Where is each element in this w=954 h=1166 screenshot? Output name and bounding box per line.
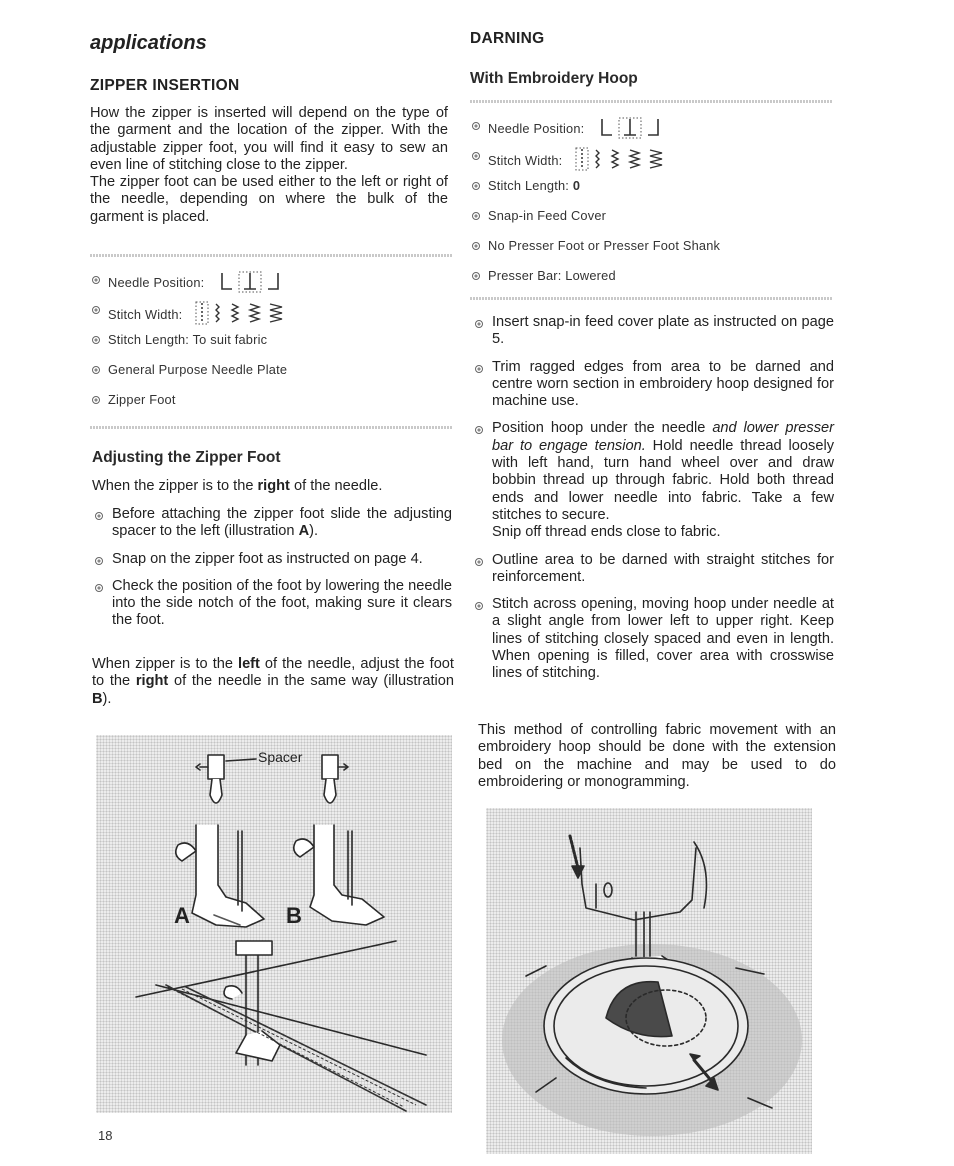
text-run: When zipper is to the xyxy=(92,656,239,672)
spec-label: Presser Bar: Lowered xyxy=(488,268,616,283)
bullet-icon xyxy=(92,336,100,344)
darning-step xyxy=(472,552,834,587)
bullet-icon xyxy=(472,272,480,280)
text-run: ). xyxy=(102,690,112,707)
bullet-icon xyxy=(95,557,103,565)
adjust-when-left xyxy=(92,656,454,708)
bullet-icon xyxy=(95,512,103,520)
spec-value: 0 xyxy=(572,178,581,193)
text-run: Stitch across opening, moving hoop under needle at a slight angle from lower left to upper right. Keep lines of stitching closely spaced and even in length. When opening is filled, cover area with crosswise lines of stitching. xyxy=(492,596,834,682)
text-run: Check the position of the foot by lowering the needle into the side notch of the foot, making sure it clears the foot. xyxy=(112,577,452,629)
spec-label: Needle Position: xyxy=(108,275,205,290)
bullet-icon xyxy=(95,584,103,592)
adjust-step xyxy=(92,578,452,630)
adjust-heading: Adjusting the Zipper Foot xyxy=(92,449,281,466)
bullet-icon xyxy=(472,182,480,190)
stitch-width-icon xyxy=(194,301,314,325)
spec-needle-position xyxy=(470,117,836,147)
bullet-icon xyxy=(472,152,480,160)
text-run-italic: and lower presser bar to engage tension. xyxy=(492,420,834,454)
embroidery-hoop-illustration xyxy=(486,808,812,1154)
zipper-intro-text-2: The zipper foot can be used either to the left or right of the needle, depending on where the bulk of the garment is placed. xyxy=(90,174,448,225)
illustration-label-a: A xyxy=(174,903,190,928)
page-number: 18 xyxy=(98,1128,113,1143)
text-run: Hold needle thread loosely with left hand, turn hand wheel over and draw bobbin thread up through fabric. Hold both thread ends and lower needle into fabric. Take a few stitches to secure. xyxy=(492,437,834,523)
darning-step xyxy=(472,359,834,411)
divider xyxy=(90,426,452,429)
darning-heading: DARNING xyxy=(470,30,545,47)
needle-position-icon xyxy=(596,117,676,139)
darning-spec-list xyxy=(470,117,836,297)
spec-label: Needle Position: xyxy=(488,121,585,136)
bullet-icon xyxy=(92,366,100,374)
zipper-foot-drawing xyxy=(96,735,452,1113)
darning-closing: This method of controlling fabric movement with an embroidery hoop should be done with the extension bed on the machine and may be used to do embroidering or monogramming. xyxy=(478,722,836,790)
darning-step xyxy=(472,596,834,682)
spec-stitch-width xyxy=(470,147,836,177)
text-run: Position hoop under the needle xyxy=(492,420,713,437)
text-run: When the zipper is to the xyxy=(92,478,258,494)
spec-feed-cover xyxy=(470,207,836,237)
bullet-icon xyxy=(475,365,483,373)
spec-label: General Purpose Needle Plate xyxy=(108,362,288,377)
bullet-icon xyxy=(92,276,100,284)
text-run: ). xyxy=(309,523,319,540)
text-run: of the needle in the same way (illustration xyxy=(168,673,454,690)
spacer-label: Spacer xyxy=(258,749,303,765)
text-run: Trim ragged edges from area to be darned and centre worn section in embroidery hoop designed for machine use. xyxy=(492,358,834,410)
spec-stitch-length xyxy=(470,177,836,207)
spec-label: Stitch Length: To suit fabric xyxy=(108,332,268,347)
adjust-step xyxy=(92,551,452,568)
darning-steps xyxy=(472,314,834,693)
spec-label: Zipper Foot xyxy=(108,392,176,407)
spec-presser-bar xyxy=(470,267,836,297)
zipper-foot-illustration xyxy=(96,735,452,1113)
adjust-steps xyxy=(92,506,452,640)
spec-presser-foot xyxy=(470,237,836,267)
spec-stitch-length xyxy=(90,331,452,361)
section-title: applications xyxy=(90,32,207,54)
divider xyxy=(470,297,832,300)
zipper-intro-text: How the zipper is inserted will depend on the type of the garment and the location of the zipper. With the adjustable zipper foot, you will find it easy to sew an even line of stitching close to the zipper. xyxy=(90,105,448,173)
bullet-icon xyxy=(92,396,100,404)
spec-label: Stitch Width: xyxy=(108,307,183,322)
divider xyxy=(90,254,452,257)
bullet-icon xyxy=(472,212,480,220)
spec-label: Stitch Length: xyxy=(488,178,573,193)
text-run: of the needle, adjust the foot to the xyxy=(92,656,454,690)
text-run-bold: right xyxy=(257,478,290,494)
text-run: Outline area to be darned with straight stitches for reinforcement. xyxy=(492,551,834,585)
stitch-width-icon xyxy=(574,147,694,171)
embroidery-hoop-drawing xyxy=(486,808,812,1154)
text-run: Snap on the zipper foot as instructed on page 4. xyxy=(112,550,423,567)
adjust-when-right xyxy=(92,478,454,495)
text-run: Insert snap-in feed cover plate as instructed on page 5. xyxy=(492,314,834,348)
darning-step xyxy=(472,420,834,541)
text-run: Before attaching the zipper foot slide the adjusting spacer to the left (illustration xyxy=(112,506,452,540)
bullet-icon xyxy=(475,558,483,566)
zipper-intro xyxy=(90,105,448,226)
bullet-icon xyxy=(472,122,480,130)
bullet-icon xyxy=(472,242,480,250)
spec-stitch-width xyxy=(90,301,452,331)
text-run: Snip off thread ends close to fabric. xyxy=(492,524,721,541)
spec-needle-plate xyxy=(90,361,452,391)
spec-label: Stitch Width: xyxy=(488,153,563,168)
bullet-icon xyxy=(475,426,483,434)
text-run-bold: left xyxy=(238,656,260,672)
needle-position-icon xyxy=(216,271,296,293)
text-run-bold: B xyxy=(92,690,103,707)
illustration-label-b: B xyxy=(286,903,302,928)
text-run-bold: right xyxy=(135,673,169,690)
spec-needle-position xyxy=(90,271,452,301)
bullet-icon xyxy=(92,306,100,314)
divider xyxy=(470,100,832,103)
darning-subheading: With Embroidery Hoop xyxy=(470,70,638,87)
bullet-icon xyxy=(475,320,483,328)
bullet-icon xyxy=(475,602,483,610)
spec-foot xyxy=(90,391,452,421)
zipper-spec-list xyxy=(90,271,452,421)
text-run-bold: A xyxy=(298,523,310,540)
darning-step xyxy=(472,314,834,349)
zipper-heading: ZIPPER INSERTION xyxy=(90,77,240,94)
text-run: of the needle. xyxy=(289,478,383,494)
adjust-step xyxy=(92,506,452,541)
spec-label: Snap-in Feed Cover xyxy=(488,208,607,223)
spec-label: No Presser Foot or Presser Foot Shank xyxy=(488,238,721,253)
